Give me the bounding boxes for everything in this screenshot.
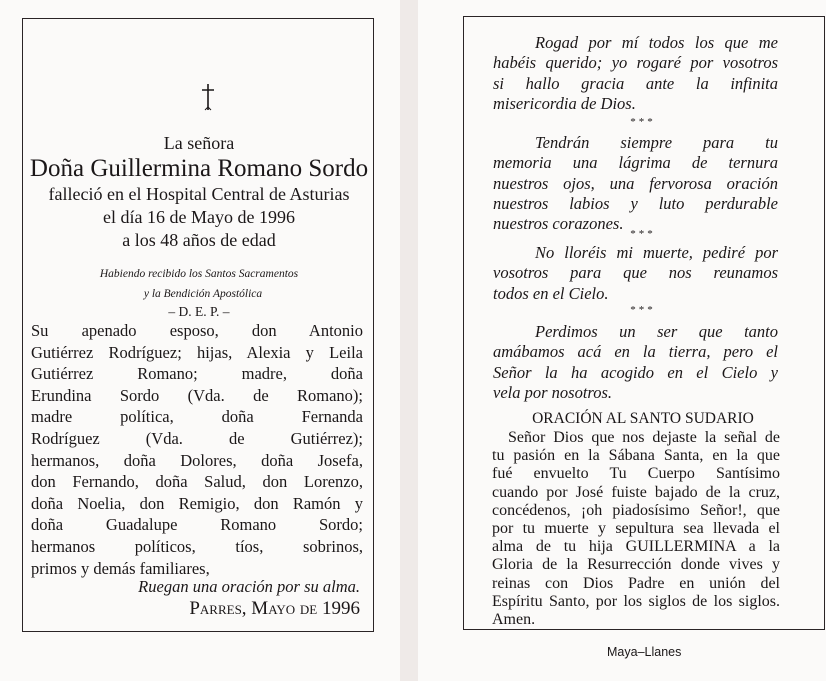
intro-text: La señora xyxy=(163,133,235,153)
death-line: el día 16 de Mayo de 1996 xyxy=(103,207,295,227)
prayer-line: alma de tu hija GUILLERMINA a la xyxy=(492,538,780,556)
family-line: don Fernando, doña Salud, don Lorenzo, xyxy=(31,472,363,492)
printer-credit: Maya–Llanes xyxy=(607,645,682,659)
cross-icon xyxy=(198,82,218,112)
prayer-line: por tu muerte y sepultura sea llevada el xyxy=(492,520,780,537)
deceased-name: Doña Guillermina Romano Sordo xyxy=(29,155,369,182)
family-line: Erundina Sordo (Vda. de Romano); xyxy=(31,385,363,405)
verse-line: memoria una lágrima de ternura xyxy=(493,153,778,173)
prayer-line: concédenos, ¡oh piadosísimo Señor!, que xyxy=(492,501,780,519)
verse-line: todos en el Cielo. xyxy=(493,283,609,303)
family-line: Rodríguez (Vda. de Gutiérrez); xyxy=(31,429,363,448)
prayer-line: cuando por José fuiste bajado de la cruz, xyxy=(492,483,780,501)
verse-line: habéis querido; yo rogaré por vosotros xyxy=(493,53,778,73)
family-line: madre política, doña Fernanda xyxy=(31,407,363,427)
family-line: Gutiérrez Romano; madre, doña xyxy=(31,364,363,384)
family-line: hermanos políticos, tíos, sobrinos, xyxy=(31,537,363,556)
family-line: primos y demás familiares, xyxy=(31,558,210,578)
verse-line: amábamos acá en la tierra, pero el xyxy=(493,342,778,362)
verse-line: nuestros corazones. xyxy=(493,214,624,234)
verse-line: Rogad por mí todos los que me xyxy=(535,33,778,52)
death-line: falleció en el Hospital Central de Asturias xyxy=(48,184,350,204)
death-line: a los 48 años de edad xyxy=(122,230,276,250)
prayer-line: Espíritu Santo, por los siglos de los siglos. xyxy=(492,592,780,610)
family-line: doña Guadalupe Romano Sordo; xyxy=(31,515,363,535)
verse-line: vela por nosotros. xyxy=(493,382,613,402)
verse-line: nuestros labios y luto perdurable xyxy=(493,193,778,213)
sacraments-line: y la Bendición Apostólica xyxy=(143,288,263,300)
verse-line: si hallo gracia ante la infinita xyxy=(493,73,778,93)
family-line: hermanos, doña Dolores, doña Josefa, xyxy=(31,450,363,470)
verse-line: Tendrán siempre para tu xyxy=(535,133,778,152)
prayer-line: tu pasión en la Sábana Santa, en la que xyxy=(492,447,780,465)
verse-line: misericordia de Dios. xyxy=(493,93,636,113)
prayer-line: Gloria de la Resurrección donde vives y xyxy=(492,556,780,574)
verse-line: nuestros ojos, una fervorosa oración xyxy=(493,173,778,193)
prayer-line: Señor Dios que nos dejaste la señal de xyxy=(508,429,780,446)
verse-line: Señor la ha acogido en el Cielo y xyxy=(493,362,778,382)
prayer-title: ORACIÓN AL SANTO SUDARIO xyxy=(532,410,754,427)
prayer-line: reinas con Dios Padre en unión del xyxy=(492,574,780,592)
verse-separator: *** xyxy=(630,116,656,128)
sacraments-line: Habiendo recibido los Santos Sacramentos xyxy=(99,268,299,280)
rip-text: – D. E. P. – xyxy=(168,304,230,319)
prayer-line: fué envuelto Tu Cuerpo Santísimo xyxy=(492,465,780,483)
family-line: Su apenado esposo, don Antonio xyxy=(31,321,363,340)
verse-line: vosotros para que nos reunamos xyxy=(493,263,778,283)
family-line: doña Noelia, don Remigio, don Ramón y xyxy=(31,493,363,513)
place-date: Parres, Mayo de 1996 xyxy=(189,598,360,619)
verse-line: Perdimos un ser que tanto xyxy=(535,322,778,341)
verse-separator: *** xyxy=(630,304,656,316)
family-line: Gutiérrez Rodríguez; hijas, Alexia y Leila xyxy=(31,342,363,362)
prayer-line: Amen. xyxy=(492,611,536,628)
verse-separator: *** xyxy=(630,228,656,240)
verse-line: No lloréis mi muerte, pediré por xyxy=(535,243,778,262)
prayer-request: Ruegan una oración por su alma. xyxy=(138,577,360,596)
